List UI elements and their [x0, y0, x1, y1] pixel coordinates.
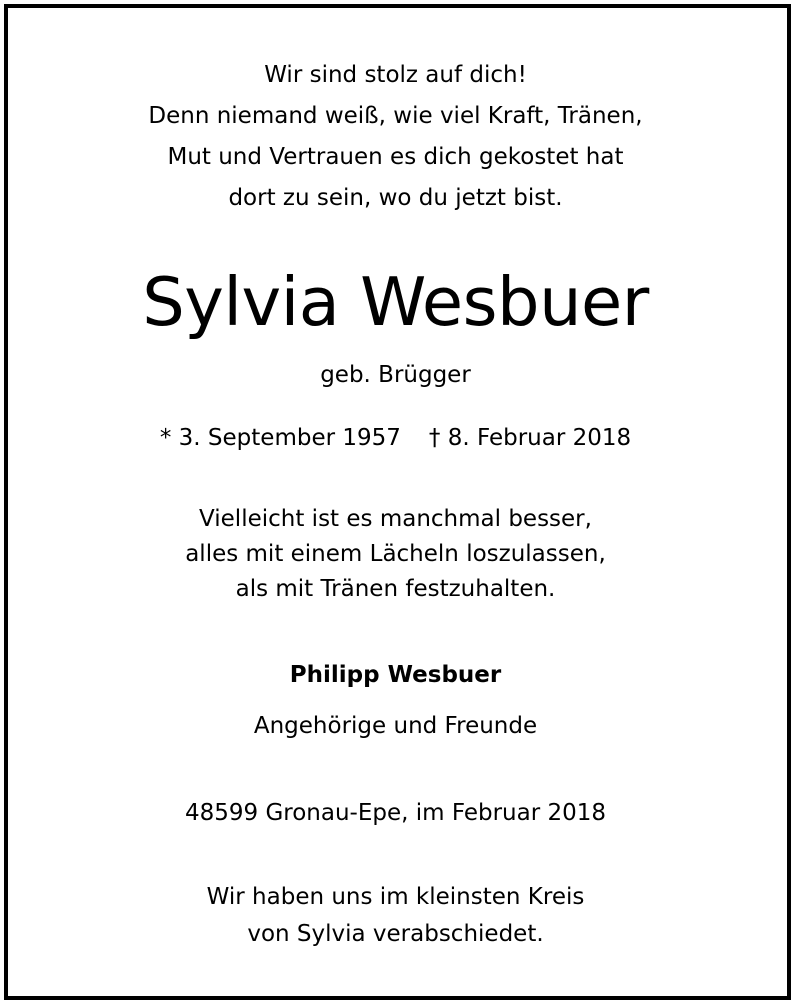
place-and-date: 48599 Gronau-Epe, im Februar 2018: [184, 800, 607, 826]
primary-mourner: Philipp Wesbuer: [289, 662, 502, 688]
life-dates: [0, 423, 791, 453]
closing-line-1: Wir haben uns im kleinsten Kreis: [206, 884, 585, 910]
poem-middle-line-2: alles mit einem Lächeln loszulassen,: [185, 541, 606, 567]
poem-middle-line-1: Vielleicht ist es manchmal besser,: [199, 506, 592, 532]
birth-name: geb. Brügger: [320, 362, 471, 388]
death-date: † 8. Februar 2018: [428, 425, 632, 451]
birth-date: * 3. September 1957: [159, 425, 401, 451]
poem-top-line-4: dort zu sein, wo du jetzt bist.: [228, 185, 563, 211]
other-mourners: Angehörige und Freunde: [253, 713, 538, 739]
deceased-name: Sylvia Wesbuer: [142, 263, 649, 341]
closing-line-2: von Sylvia verabschiedet.: [247, 921, 544, 947]
poem-middle-line-3: als mit Tränen festzuhalten.: [235, 576, 556, 602]
poem-top-line-1: Wir sind stolz auf dich!: [264, 62, 527, 88]
poem-top-line-3: Mut und Vertrauen es dich gekostet hat: [167, 144, 624, 170]
poem-top-line-2: Denn niemand weiß, wie viel Kraft, Tränen,: [148, 103, 643, 129]
